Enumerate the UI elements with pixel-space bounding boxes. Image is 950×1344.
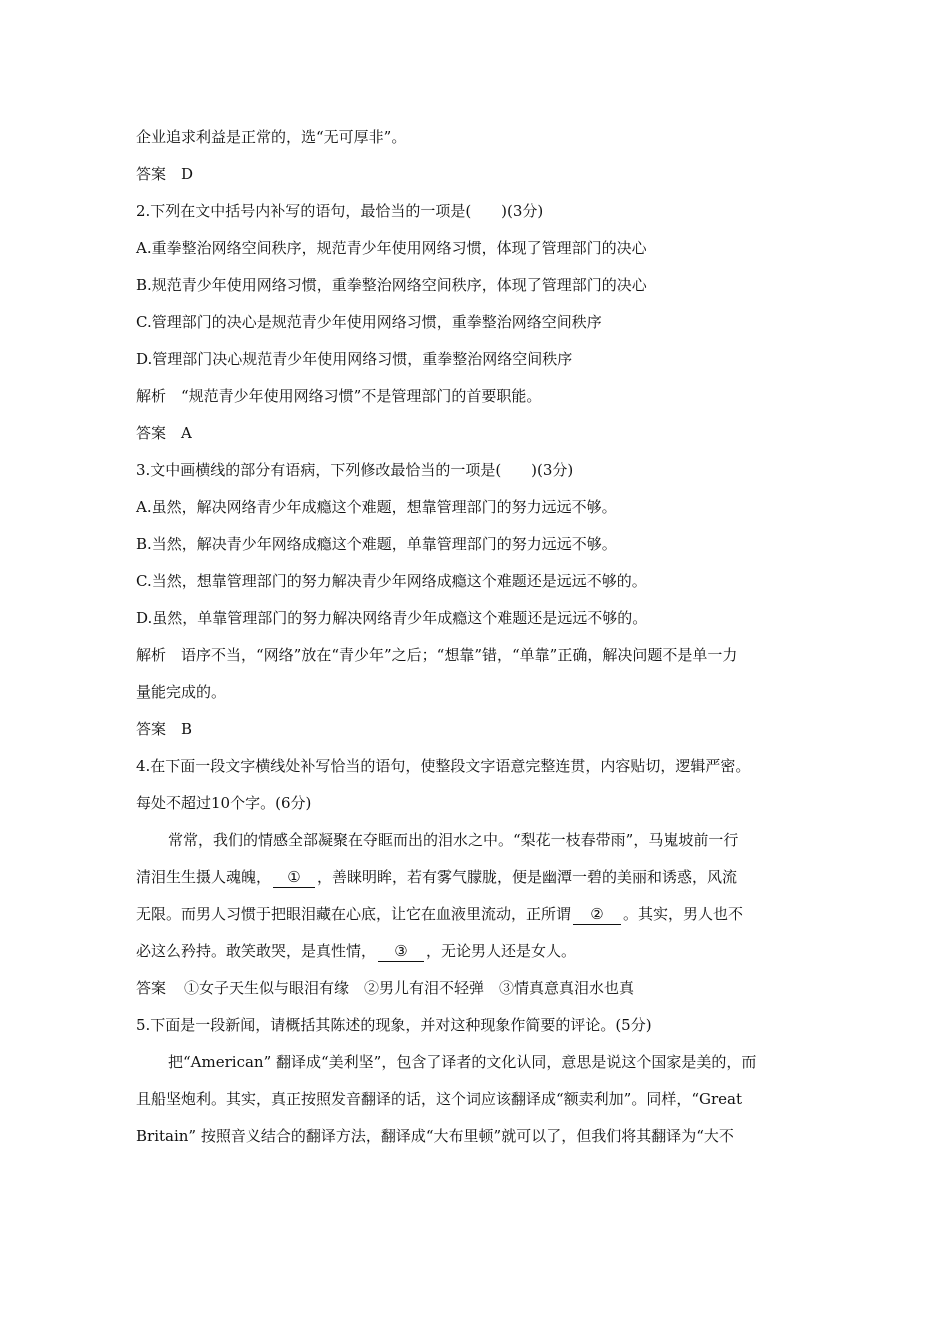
answer-text: ①女子天生似与眼泪有缘 ②男儿有泪不轻弹 ③情真意真泪水也真	[184, 979, 635, 997]
question-5: 5.下面是一段新闻，请概括其陈述的现象，并对这种现象作简要的评论。(5分)	[136, 1016, 652, 1034]
q4-passage-text: 无限。而男人习惯于把眼泪藏在心底，让它在血液里流动，正所谓	[136, 905, 572, 923]
q3-explanation-line2: 量能完成的。	[136, 683, 227, 701]
q4-passage-text: ，无论男人还是女人。	[426, 942, 577, 960]
q5-passage-line1: 把“American” 翻译成“美利坚”，包含了译者的文化认同，意思是说这个国家是美的，而	[168, 1053, 757, 1071]
q4-passage-text: ，善睐明眸，若有雾气朦胧，便是幽潭一碧的美丽和诱惑，风流	[317, 868, 738, 886]
fill-blank-2: ②	[573, 904, 621, 925]
q2-option-b: B.规范青少年使用网络习惯，重拳整治网络空间秩序，体现了管理部门的决心	[136, 276, 647, 294]
question-4-line1: 4.在下面一段文字横线处补写恰当的语句，使整段文字语意完整连贯，内容贴切，逻辑严密。	[136, 757, 751, 775]
question-3: 3.文中画横线的部分有语病，下列修改最恰当的一项是( )(3分)	[136, 461, 574, 479]
answer-q1: 答案 D	[136, 165, 194, 183]
answer-q3: 答案 B	[136, 720, 193, 738]
q3-option-b: B.当然，解决青少年网络成瘾这个难题，单靠管理部门的努力远远不够。	[136, 535, 617, 553]
q2-option-a: A.重拳整治网络空间秩序，规范青少年使用网络习惯，体现了管理部门的决心	[136, 239, 647, 257]
q2-explanation: 解析 “规范青少年使用网络习惯”不是管理部门的首要职能。	[136, 387, 542, 405]
answer-q2: 答案 A	[136, 424, 192, 442]
answer-q4	[136, 970, 826, 1007]
q4-passage-line1: 常常，我们的情感全部凝聚在夺眶而出的泪水之中。“梨花一枝春带雨”，马嵬坡前一行	[168, 831, 739, 849]
fill-blank-1: ①	[273, 867, 315, 888]
q3-option-a: A.虽然，解决网络青少年成瘾这个难题，想靠管理部门的努力远远不够。	[136, 498, 617, 516]
q3-explanation-line1: 解析 语序不当，“网络”放在“青少年”之后；“想靠”错，“单靠”正确，解决问题不是单一力	[136, 646, 738, 664]
q4-passage-line4	[136, 933, 826, 970]
fill-blank-3: ③	[378, 941, 424, 962]
q4-passage-line3	[136, 896, 826, 933]
q3-option-c: C.当然，想靠管理部门的努力解决青少年网络成瘾这个难题还是远远不够的。	[136, 572, 647, 590]
q5-passage-line3: Britain” 按照音义结合的翻译方法，翻译成“大布里顿”就可以了，但我们将其翻译为“大不	[136, 1127, 734, 1145]
document-page	[136, 119, 826, 1155]
q4-passage-text: 。其实，男人也不	[623, 905, 744, 923]
q4-passage-line2	[136, 859, 826, 896]
text-line-prev-explanation: 企业追求利益是正常的，选“无可厚非”。	[136, 128, 407, 146]
q3-option-d: D.虽然，单靠管理部门的努力解决网络青少年成瘾这个难题还是远远不够的。	[136, 609, 648, 627]
q4-passage-text: 必这么矜持。敢笑敢哭，是真性情，	[136, 942, 377, 960]
q2-option-d: D.管理部门决心规范青少年使用网络习惯，重拳整治网络空间秩序	[136, 350, 573, 368]
q2-option-c: C.管理部门的决心是规范青少年使用网络习惯，重拳整治网络空间秩序	[136, 313, 602, 331]
q4-passage-text: 清泪生生摄人魂魄，	[136, 868, 272, 886]
answer-label: 答案	[136, 979, 167, 997]
q5-passage-line2: 且船坚炮利。其实，真正按照发音翻译的话，这个词应该翻译成“额卖利加”。同样，“Great	[136, 1090, 743, 1108]
question-4-line2: 每处不超过10个字。(6分)	[136, 794, 312, 812]
question-2: 2.下列在文中括号内补写的语句，最恰当的一项是( )(3分)	[136, 202, 544, 220]
